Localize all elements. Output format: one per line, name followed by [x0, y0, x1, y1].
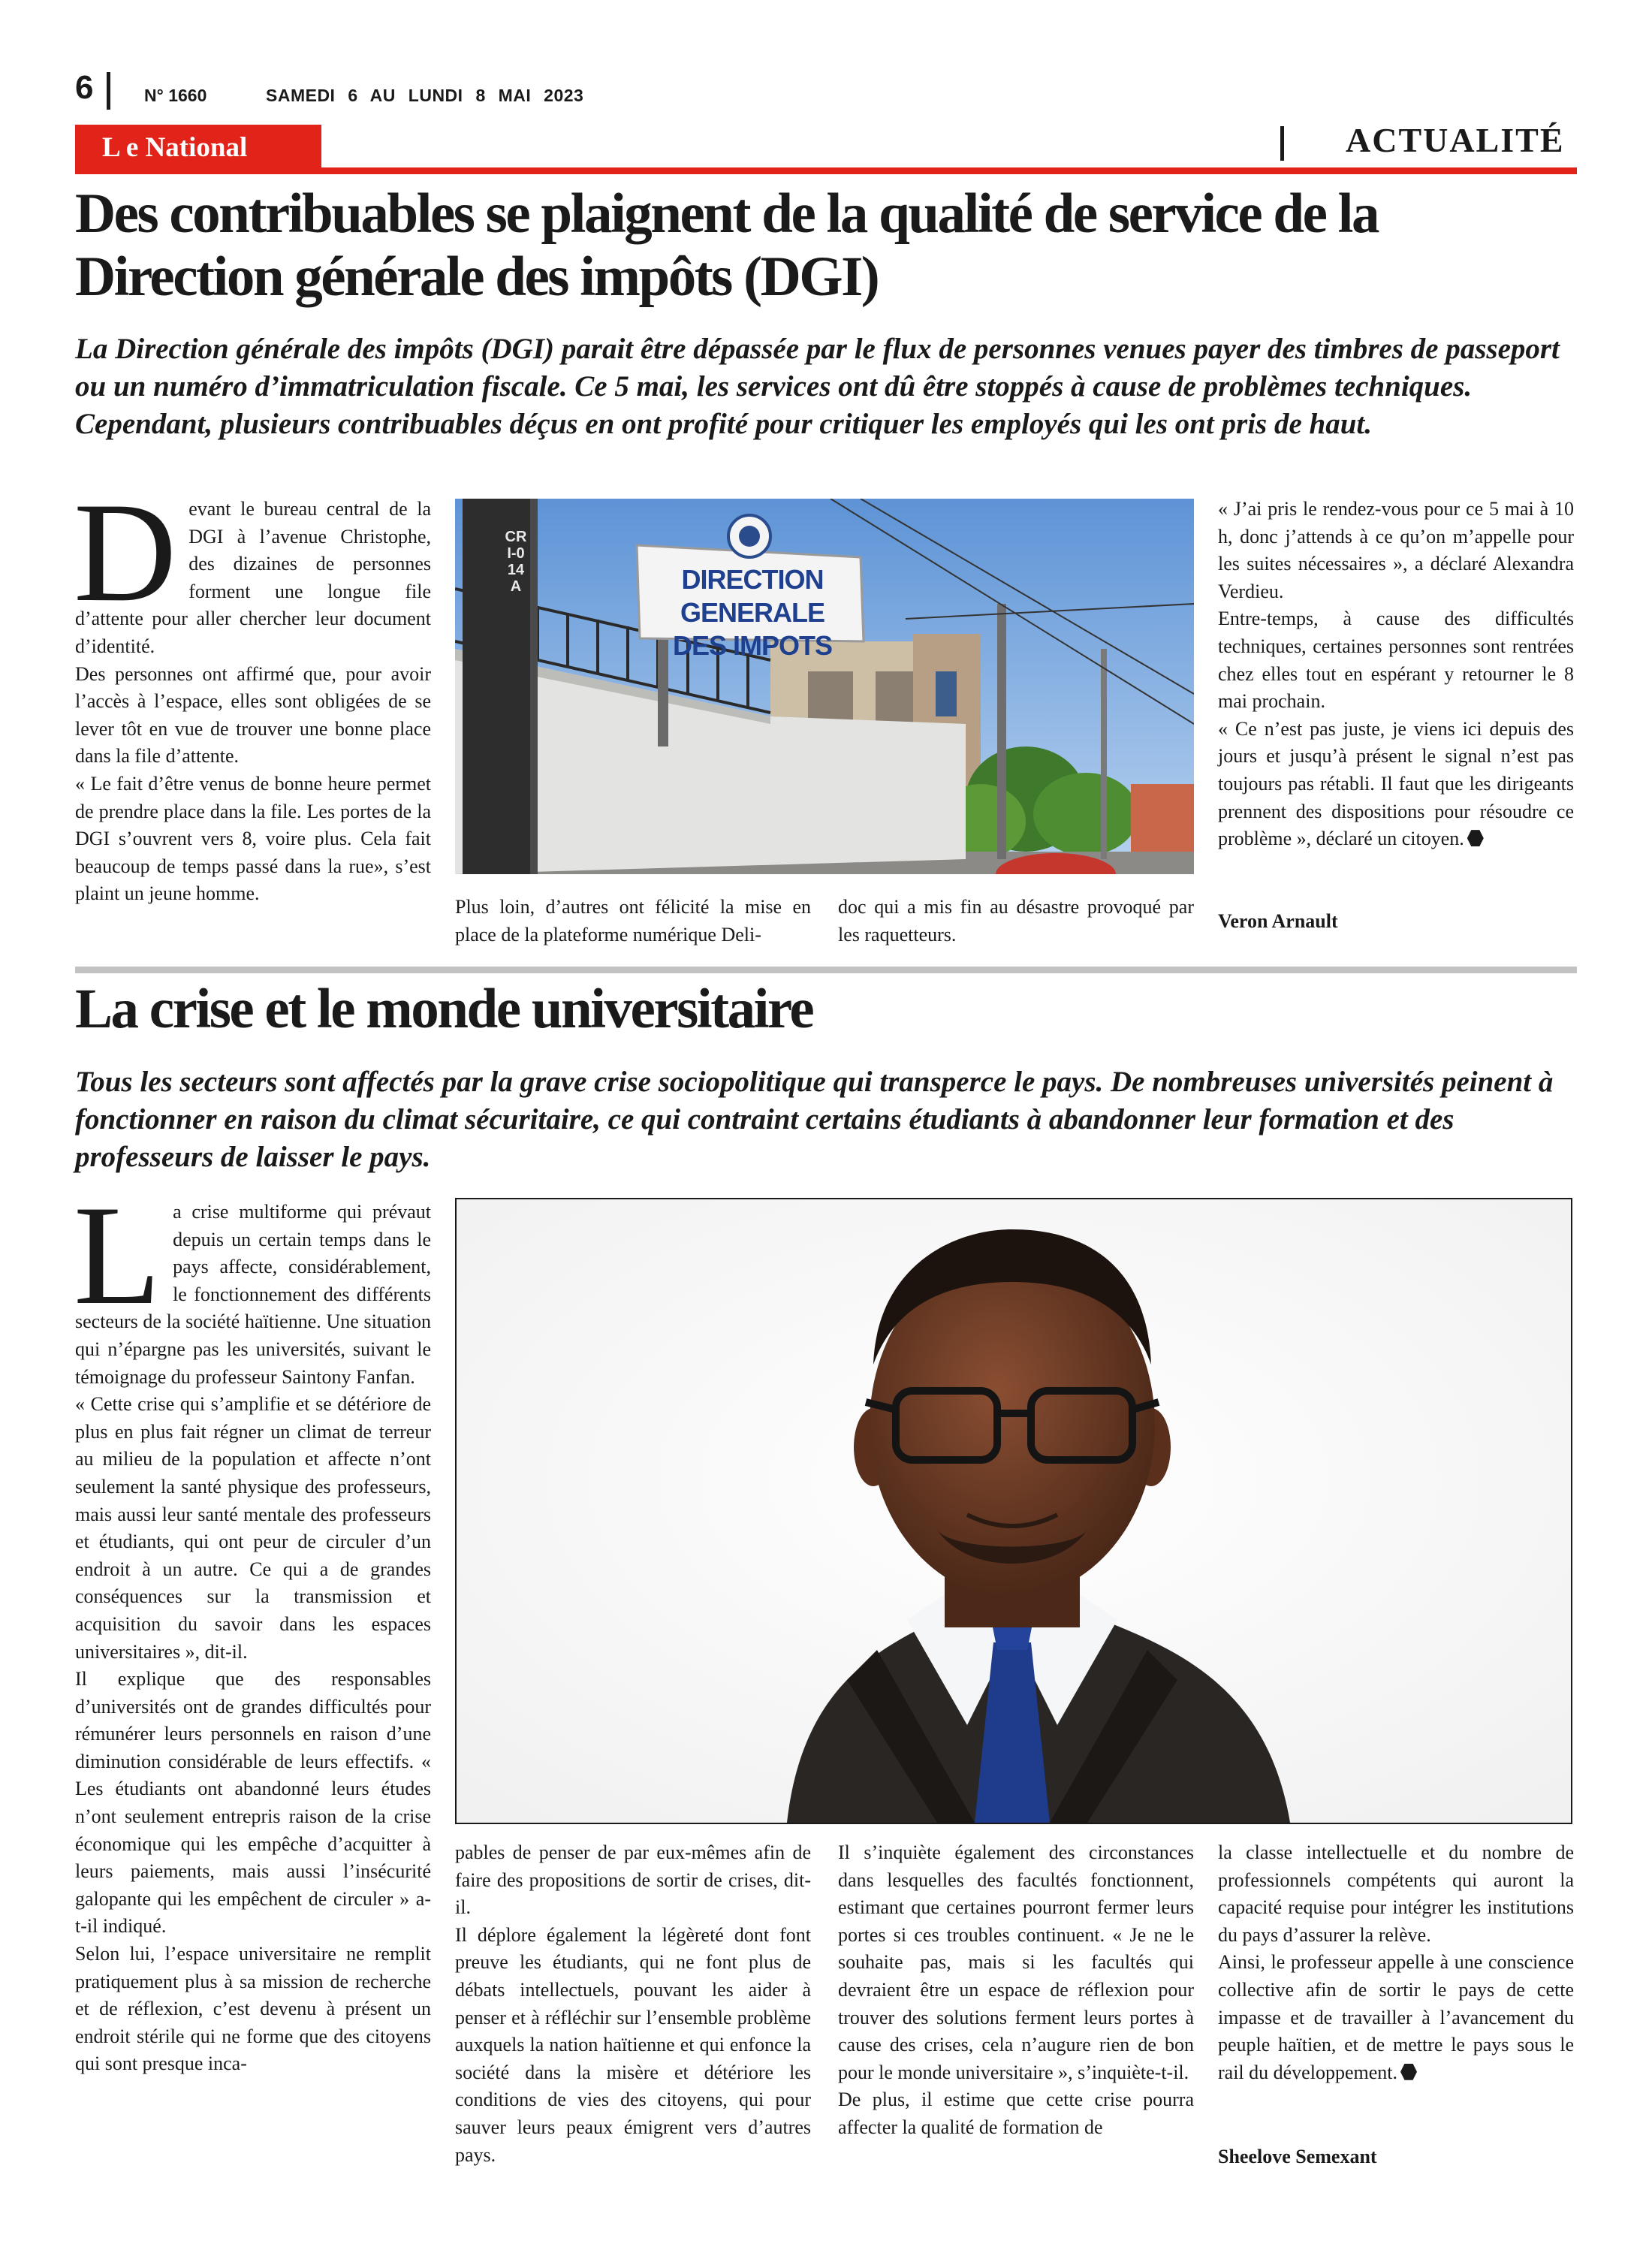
section-label: ACTUALITÉ — [1346, 121, 1565, 159]
page-number: 6 — [75, 69, 94, 106]
article2-column-3 — [838, 1839, 1194, 2142]
article1-column-2 — [455, 894, 811, 949]
article1-paragraph: « Le fait d’être venus de bonne heure permet de prendre place dans la file. Les portes de la DGI s’ouvrent vers 8, voire plus. Cela fait beaucoup de temps passé dans la rue», s’est plaint un jeune homme. — [75, 772, 431, 905]
article2-paragraph: De plus, il estime que cette crise pourra affecter la qualité de formation de — [838, 2089, 1194, 2138]
pole-marking: CRI-014A — [505, 529, 527, 595]
dgi-sign-line-2: DES IMPOTS — [672, 630, 833, 661]
article2-column-4 — [1218, 1839, 1574, 2086]
page-number-divider — [107, 72, 110, 110]
article1-column-1 — [74, 474, 431, 908]
professor-portrait-photo — [455, 1198, 1572, 1824]
publication-name: L e National — [102, 132, 248, 163]
article1-paragraph: evant le bureau central de la DGI à l’avenue Christophe, des dizaines de personnes forment une longue file d’attente pour aller chercher leur document d’identité. — [75, 498, 431, 657]
article2-byline: Sheelove Semexant — [1218, 2146, 1377, 2167]
article1-byline: Veron Arnault — [1218, 910, 1338, 932]
article2-paragraph: Il explique que des responsables d’universités ont de grandes difficultés pour rémunérer leurs personnels en raison d’une diminution considérable de leurs effectifs. « Les étudiants ont abandonné leurs études n’ont seulement entrepris raison de la crise économique qui les empêche d’acquitter à leurs paiements, mais aussi l’insécurité galopante qui les empêchent de circuler » a-t-il indiqué. — [75, 1668, 431, 1938]
dgi-sign — [641, 563, 864, 662]
section-divider — [1280, 126, 1284, 161]
article2-paragraph: pables de penser de par eux-mêmes afin de faire des propositions de sortir de crises, dit-il. — [455, 1841, 811, 1919]
article2-paragraph: Il déplore également la légèreté dont font preuve les étudiants, qui ne font plus de débats intellectuels, pouvant les aider à penser et à réfléchir sur l’ensemble problème auxquels la nation haïtienne et qui enfonce la société dans la misère et détériore les conditions de vies des citoyens, qui pour sauver leurs peaux émigrent vers d’autres pays. — [455, 1923, 811, 2166]
article1-column-3 — [838, 894, 1194, 949]
article1-paragraph: Plus loin, d’autres ont félicité la mise en place de la plateforme numérique Deli- — [455, 896, 811, 946]
article1-paragraph: doc qui a mis fin au désastre provoqué par les raquetteurs. — [838, 896, 1194, 946]
dgi-building-photo — [455, 499, 1194, 874]
end-of-article-icon — [1400, 2064, 1417, 2080]
issue-number: N° 1660 — [144, 86, 207, 105]
dgi-sign-line-1: DIRECTION GENERALE — [680, 564, 825, 628]
article1-drop-cap: D — [74, 474, 177, 632]
article2-paragraph: « Cette crise qui s’amplifie et se détériore de plus en plus fait régner un climat de terreur au milieu de la population et affecte n’ont seulement la santé physique des professeurs, mais aussi leur santé mentale des professeurs et étudiants, qui ont peur de circuler d’un endroit à un autre. Ce qui a de grandes conséquences sur la transmission et acquisition du savoir dans les espaces universitaires », dit-il. — [75, 1393, 431, 1663]
article2-column-1 — [74, 1177, 431, 2078]
article2-title: La crise et le monde universitaire — [75, 978, 813, 1040]
article1-paragraph: Des personnes ont affirmé que, pour avoir l’accès à l’espace, elles sont obligées de se lever tôt en vue de trouver une bonne place dans la file d’attente. — [75, 662, 431, 768]
article2-paragraph: Selon lui, l’espace universitaire ne remplit pratiquement plus à sa mission de recherche et de réflexion, c’est devenu à présent un endroit stérile qui ne forme que des citoyens qui sont presque inca- — [75, 1943, 431, 2075]
article2-last-paragraph: Ainsi, le professeur appelle à une conscience collective afin de sortir le pays de cette impasse et de travailler à l’avancement du peuple haïtien, et de mettre le pays sous le rail du développement. — [1218, 1951, 1574, 2083]
article1-paragraph: Entre-temps, à cause des difficultés techniques, certaines personnes sont rentrées chez elles tout en espérant y retourner le 8 mai prochain. — [1218, 608, 1574, 713]
article-separator — [75, 967, 1577, 973]
issue-date: SAMEDI 6 AU LUNDI 8 MAI 2023 — [266, 86, 584, 105]
article1-title: Des contribuables se plaignent de la qualité de service de la Direction générale des impôts (DGI) — [75, 182, 1378, 308]
article1-last-paragraph: « Ce n’est pas juste, je viens ici depuis des jours et jusqu’à présent le signal n’est pas toujours pas rétabli. Il faut que les dirigeants prennent des dispositions pour résoudre ce problème », déclaré un citoyen. — [1218, 717, 1574, 850]
article1-lead: La Direction générale des impôts (DGI) parait être dépassée par le flux de personnes venues payer des timbres de passeport ou un numéro d’immatriculation fiscale. Ce 5 mai, les services ont dû être stoppés à cause de problèmes techniques. Cependant, plusieurs contribuables déçus en ont profité pour critiquer les employés qui les ont pris de haut. — [75, 333, 1560, 440]
article2-paragraph — [1218, 1949, 1574, 2086]
article2-column-2 — [455, 1839, 811, 2169]
article2-lead: Tous les secteurs sont affectés par la grave crise sociopolitique qui transperce le pays. De nombreuses universités peinent à fonctionner en raison du climat sécuritaire, ce qui contraint certains étudiants à abandonner leur formation et des professeurs de laisser le pays. — [75, 1066, 1554, 1173]
article1-paragraph — [1218, 716, 1574, 853]
article2-paragraph: la classe intellectuelle et du nombre de professionnels compétents qui auront la capacité requise pour intégrer les institutions du pays d’assurer la relève. — [1218, 1841, 1574, 1946]
article1-paragraph: « J’ai pris le rendez-vous pour ce 5 mai à 10 h, donc j’attends à ce qu’on m’appelle pour les suites nécessaires », a déclaré Alexandra Verdieu. — [1218, 498, 1574, 602]
article2-drop-cap: L — [74, 1177, 161, 1335]
article1-column-4 — [1218, 496, 1574, 853]
end-of-article-icon — [1467, 830, 1484, 846]
article2-paragraph: a crise multiforme qui prévaut depuis un certain temps dans le pays affecte, considérablement, le fonctionnement des différents secteurs de la société haïtienne. Une situation qui n’épargne pas les universités, suivant le témoignage du professeur Saintony Fanfan. — [75, 1201, 431, 1388]
article2-paragraph: Il s’inquiète également des circonstances dans lesquelles des facultés fonctionnent, estimant que certaines pourront fermer leurs portes si ces troubles continuent. « Je ne le souhaite pas, mais si les facultés qui devraient être un espace de réflexion pour trouver des solutions ferment leurs portes à cause des crises, cela n’augure rien de bon pour le monde universitaire », s’inquiète-t-il. — [838, 1841, 1194, 2083]
